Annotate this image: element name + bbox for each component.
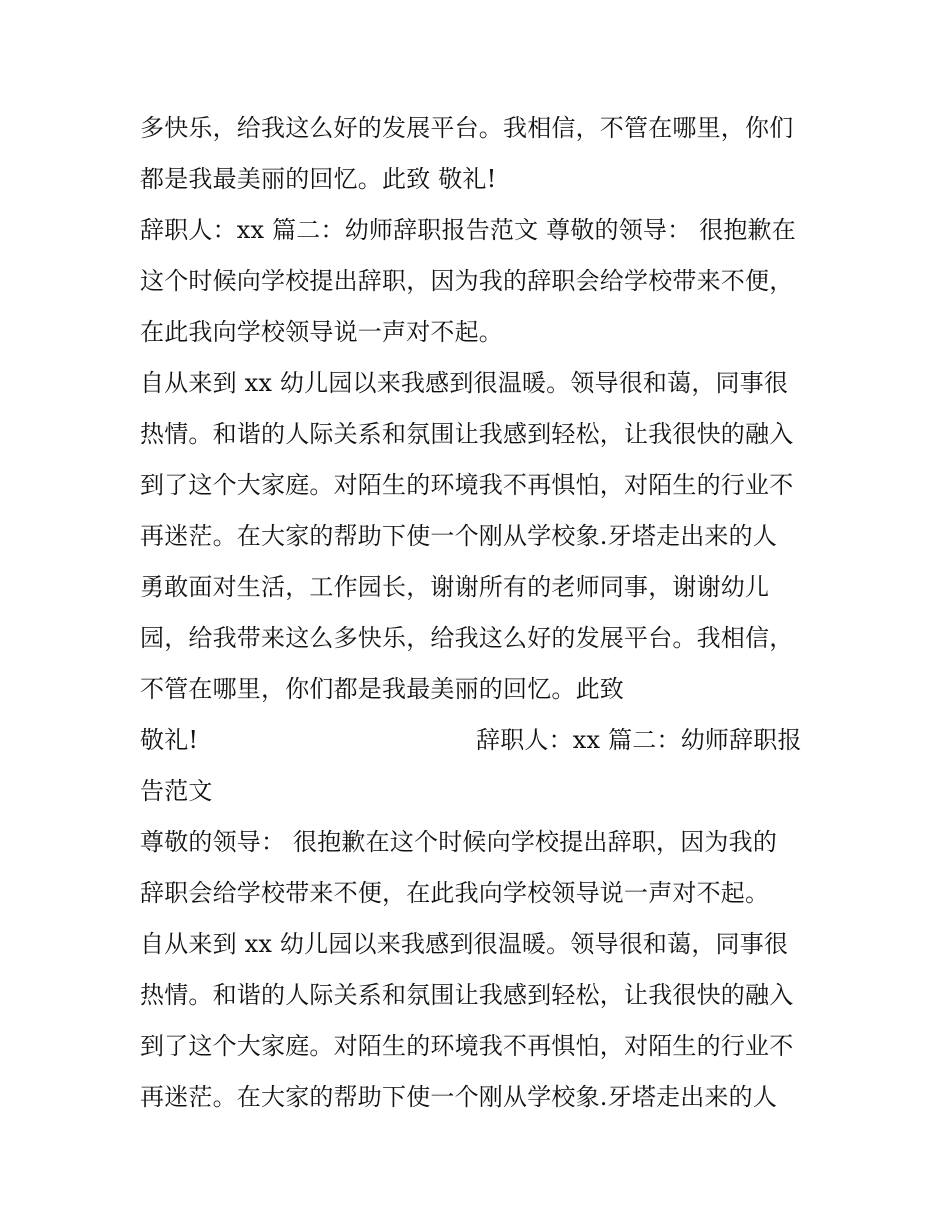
text-line-19: 到了这个大家庭。对陌生的环境我不再惧怕，对陌生的行业不: [140, 1032, 794, 1060]
text-line-12: 不管在哪里，你们都是我最美丽的回忆。此致: [140, 675, 624, 703]
text-line-5: 在此我向学校领导说一声对不起。: [140, 318, 503, 346]
text-line-8: 到了这个大家庭。对陌生的环境我不再惧怕，对陌生的行业不: [140, 471, 794, 499]
text-line-3: 辞职人：xx 篇二：幼师辞职报告范文 尊敬的领导： 很抱歉在: [140, 216, 796, 244]
text-line-14: 告范文: [140, 777, 213, 805]
text-line-6: 自从来到 xx 幼儿园以来我感到很温暖。领导很和蔼，同事很: [140, 369, 789, 397]
text-line-16: 辞职会给学校带来不便，在此我向学校领导说一声对不起。: [140, 879, 770, 907]
signature-line: 辞职人：xx 篇二：幼师辞职报: [476, 726, 802, 754]
text-line-1: 多快乐，给我这么好的发展平台。我相信，不管在哪里，你们: [140, 114, 794, 142]
text-line-13: 敬礼!: [140, 726, 199, 754]
text-line-7: 热情。和谐的人际关系和氛围让我感到轻松，让我很快的融入: [140, 420, 794, 448]
text-line-2: 都是我最美丽的回忆。此致 敬礼!: [140, 165, 497, 193]
text-line-18: 热情。和谐的人际关系和氛围让我感到轻松，让我很快的融入: [140, 981, 794, 1009]
text-line-17: 自从来到 xx 幼儿园以来我感到很温暖。领导很和蔼，同事很: [140, 930, 789, 958]
text-line-11: 园，给我带来这么多快乐，给我这么好的发展平台。我相信，: [140, 624, 794, 652]
text-line-9: 再迷茫。在大家的帮助下使一个刚从学校象.牙塔走出来的人: [140, 522, 778, 550]
text-line-20: 再迷茫。在大家的帮助下使一个刚从学校象.牙塔走出来的人: [140, 1083, 778, 1111]
text-line-10: 勇敢面对生活，工作园长，谢谢所有的老师同事，谢谢幼儿: [140, 573, 770, 601]
text-line-15: 尊敬的领导： 很抱歉在这个时候向学校提出辞职，因为我的: [140, 828, 778, 856]
text-line-4: 这个时候向学校提出辞职，因为我的辞职会给学校带来不便，: [140, 267, 794, 295]
